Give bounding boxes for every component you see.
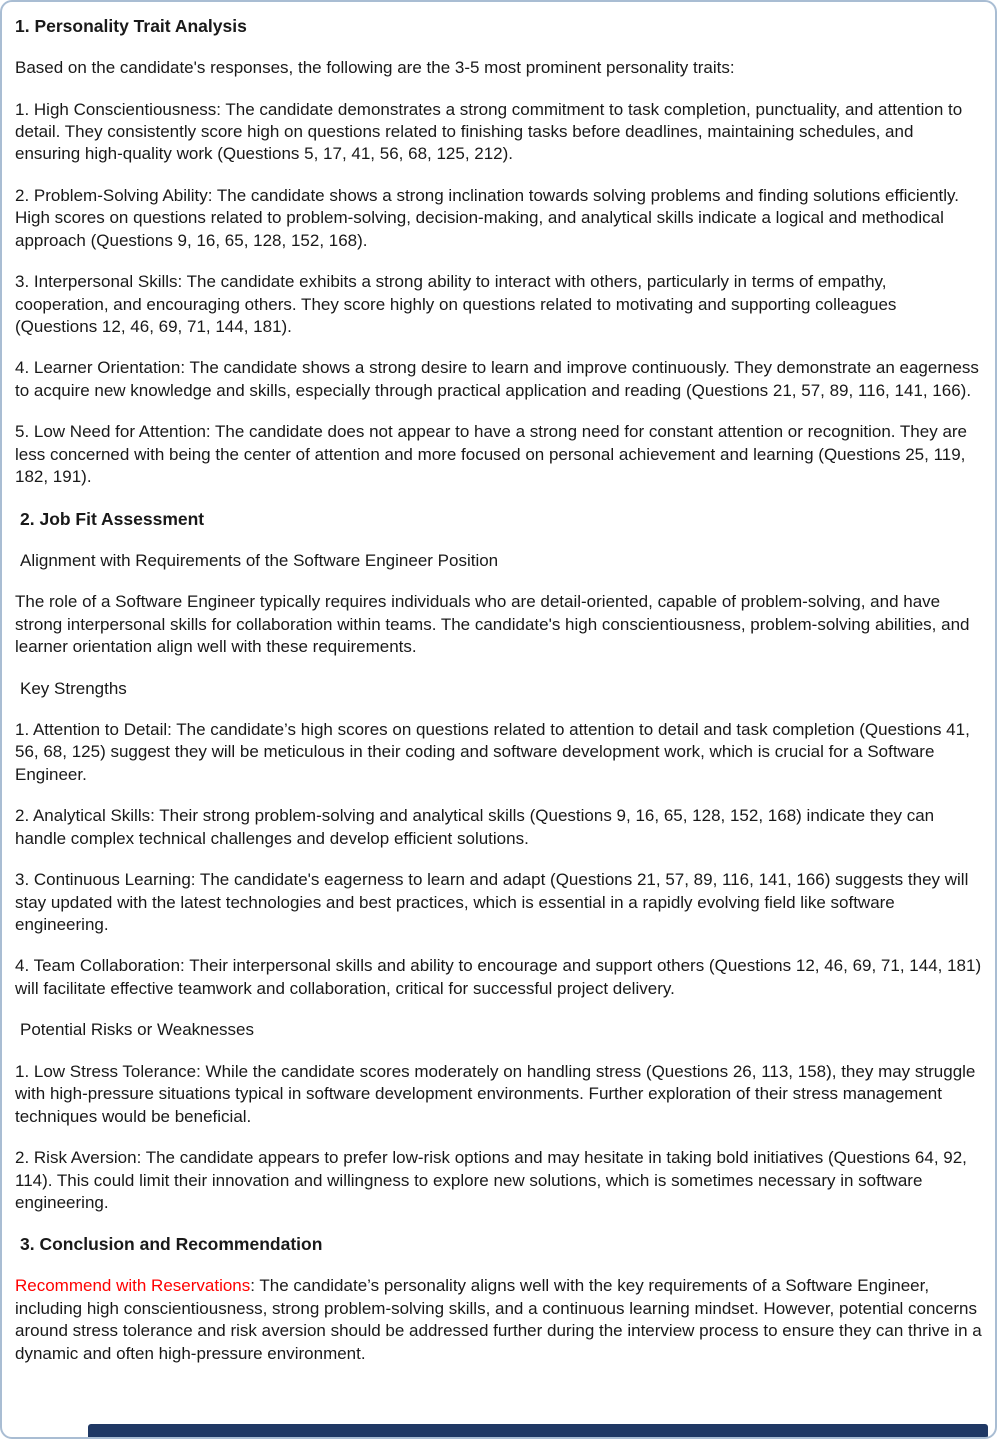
- alignment-paragraph: The role of a Software Engineer typically requires individuals who are detail-oriented, capable of problem-solving, and have strong interpersonal skills for collaboration within teams. The candidate's high conscientiousness, problem-solving abilities, and learner orientation align well with these requirements.: [15, 592, 970, 657]
- conclusion-paragraph: [15, 1275, 982, 1365]
- trait-item-5: 5. Low Need for Attention: The candidate does not appear to have a strong need for constant attention or recognition. They are less concerned with being the center of attention and more focused on personal achievement and learning (Questions 25, 119, 182, 191).: [15, 422, 968, 487]
- strength-item-4: 4. Team Collaboration: Their interpersonal skills and ability to encourage and support others (Questions 12, 46, 69, 71, 144, 181) will facilitate effective teamwork and collaboration, critical for successful project delivery.: [15, 956, 982, 998]
- trait-item-1: 1. High Conscientiousness: The candidate demonstrates a strong commitment to task completion, punctuality, and attention to detail. They consistently score high on questions related to finishing tasks before deadlines, maintaining schedules, and ensuring high-quality work (Questions 5, 17, 41, 56, 68, 125, 212).: [15, 99, 963, 164]
- risk-item-1: 1. Low Stress Tolerance: While the candidate scores moderately on handling stress (Questions 26, 113, 158), they may struggle with high-pressure situations typical in software development environments. Further exploration of their stress management techniques would be beneficial.: [15, 1061, 976, 1126]
- trait-item-3: 3. Interpersonal Skills: The candidate exhibits a strong ability to interact with others, particularly in terms of empathy, cooperation, and encouraging others. They score highly on questions related to motivating and supporting colleagues (Questions 12, 46, 69, 71, 144, 181).: [15, 272, 897, 337]
- recommendation-text: : The candidate’s personality aligns well with the key requirements of a Software Engineer, including high conscientiousness, strong problem-solving skills, and a continuous learning mindset. However, potential concerns around stress tolerance and risk aversion should be addressed further during the interview process to ensure they can thrive in a dynamic and often high-pressure environment.: [15, 1276, 982, 1363]
- personality-intro: Based on the candidate's responses, the following are the 3-5 most prominent personality traits:: [15, 58, 735, 78]
- recommendation-label: Recommend with Reservations: [15, 1276, 251, 1296]
- section-heading-personality: 1. Personality Trait Analysis: [15, 16, 247, 36]
- table-header-bar: [88, 1424, 988, 1437]
- strengths-subheading: Key Strengths: [20, 678, 127, 698]
- trait-item-4: 4. Learner Orientation: The candidate shows a strong desire to learn and improve continuously. They demonstrate an eagerness to acquire new knowledge and skills, especially through practical application and reading (Questions 21, 57, 89, 116, 141, 166).: [15, 358, 979, 400]
- risk-item-2: 2. Risk Aversion: The candidate appears to prefer low-risk options and may hesitate in taking bold initiatives (Questions 64, 92, 114). This could limit their innovation and willingness to explore new solutions, which is sometimes necessary in software engineering.: [15, 1148, 967, 1212]
- strength-item-3: 3. Continuous Learning: The candidate's eagerness to learn and adapt (Questions 21, 57, 89, 116, 141, 166) suggests they will stay updated with the latest technologies and best practices, which is essential in a rapidly evolving field like software engineering.: [15, 870, 969, 934]
- risks-subheading: Potential Risks or Weaknesses: [20, 1020, 255, 1040]
- section-heading-job-fit: 2. Job Fit Assessment: [20, 508, 205, 529]
- strength-item-1: 1. Attention to Detail: The candidate’s high scores on questions related to attention to detail and task completion (Questions 41, 56, 68, 125) suggest they will be meticulous in their coding and software development work, which is crucial for a Software Engineer.: [15, 719, 970, 784]
- trait-item-2: 2. Problem-Solving Ability: The candidate shows a strong inclination towards solving problems and finding solutions efficiently. High scores on questions related to problem-solving, decision-making, and analytical skills indicate a logical and methodical approach (Questions 9, 16, 65, 128, 152, 168).: [15, 185, 960, 250]
- section-heading-conclusion: 3. Conclusion and Recommendation: [20, 1234, 323, 1255]
- alignment-subheading: Alignment with Requirements of the Software Engineer Position: [20, 550, 499, 570]
- strength-item-2: 2. Analytical Skills: Their strong problem-solving and analytical skills (Questions 9, 16, 65, 128, 152, 168) indicate they can handle complex technical challenges and develop efficient solutions.: [15, 806, 935, 848]
